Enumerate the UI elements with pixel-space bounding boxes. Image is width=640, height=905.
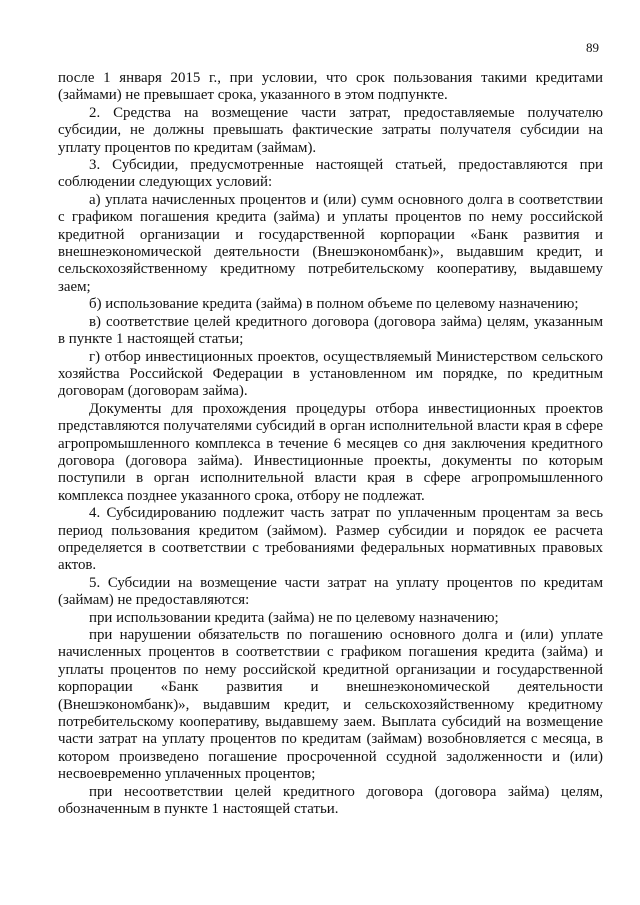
- condition-obligation-breach: при нарушении обязательств по погашению основного долга и (или) уплате начисленных процентов в соответствии с графиком погашения кредита (займа) и уплаты процентов по нему российской кредитной организации и государственной корпорации «Банк развития и внешнеэкономической деятельности (Внешэкономбанк)», выдавшим кредит, и сельскохозяйственному кредитному потребительскому кооперативу, выдавшему заем. Выплата субсидий на возмещение части затрат на уплату процентов по кредитам (займам) возобновляется с месяца, в котором произведено погашение просроченной ссудной задолженности и (или) несвоевременно уплаченных процентов;: [58, 627, 603, 783]
- paragraph-item-5: 5. Субсидии на возмещение части затрат на уплату процентов по кредитам (займам) не предоставляются:: [58, 574, 603, 609]
- subparagraph-g: г) отбор инвестиционных проектов, осуществляемый Министерством сельского хозяйства Российской Федерации в установленном им порядке, по кредитным договорам (договорам займа).: [58, 348, 603, 400]
- page-number: 89: [586, 40, 599, 55]
- subparagraph-v: в) соответствие целей кредитного договора (договора займа) целям, указанным в пункте 1 настоящей статьи;: [58, 313, 603, 348]
- paragraph-continuation: после 1 января 2015 г., при условии, что срок пользования такими кредитами (займами) не превышает срока, указанного в этом подпункте.: [58, 70, 603, 104]
- paragraph-item-3: 3. Субсидии, предусмотренные настоящей статьей, предоставляются при соблюдении следующих условий:: [58, 157, 603, 191]
- subparagraph-a: а) уплата начисленных процентов и (или) сумм основного долга в соответствии с графиком погашения кредита (займа) и уплаты процентов по нему российской кредитной организации и государственной корпорации «Банк развития и внешнеэкономической деятельности (Внешэкономбанк)», выдавшим кредит, и сельскохозяйственному кредитному потребительскому кооперативу, выдавшему заем;: [58, 191, 603, 295]
- paragraph-item-2: 2. Средства на возмещение части затрат, предоставляемые получателю субсидии, не должны превышать фактические затраты получателя субсидии на уплату процентов по кредитам (займам).: [58, 104, 603, 156]
- condition-purpose-mismatch: при несоответствии целей кредитного договора (договора займа) целям, обозначенным в пункте 1 настоящей статьи.: [58, 783, 603, 818]
- condition-misuse: при использовании кредита (займа) не по целевому назначению;: [89, 609, 499, 626]
- document-body: [58, 70, 603, 818]
- paragraph-item-4: 4. Субсидированию подлежит часть затрат по уплаченным процентам за весь период пользования кредитом (займом). Размер субсидии и порядок ее расчета определяется в соответствии с требованиями федеральных нормативных правовых актов.: [58, 505, 603, 574]
- subparagraph-b: б) использование кредита (займа) в полном объеме по целевому назначению;: [89, 296, 579, 313]
- paragraph-documents-selection: Документы для прохождения процедуры отбора инвестиционных проектов представляются получателями субсидий в орган исполнительной власти края в сфере агропромышленного комплекса в течение 6 месяцев со дня заключения кредитного договора (договора займа). Инвестиционные проекты, документы по которым поступили в орган исполнительной власти края в сфере агропромышленного комплекса позднее указанного срока, отбору не подлежат.: [58, 400, 603, 504]
